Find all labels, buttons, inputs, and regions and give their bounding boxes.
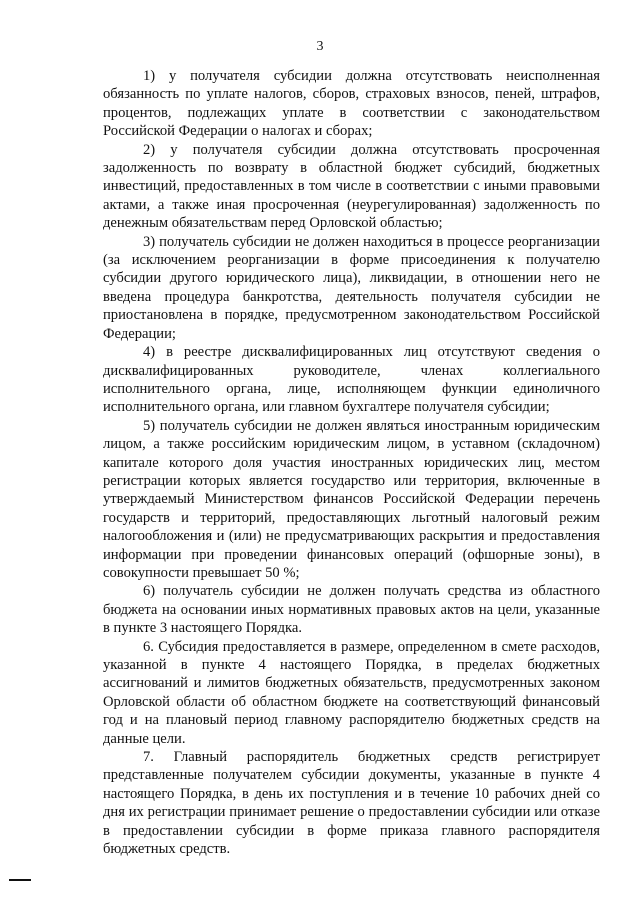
page-number: 3 (316, 39, 324, 54)
paragraph-clause-7-registration: 7. Главный распорядитель бюджетных средств регистрирует представленные получателем субсидии документы, указанные в пункте 4 настоящего Порядка, в день их поступления и в течение 10 рабочих дней со дня их регистрации принимает решение о предоставлении субсидии или отказе в предоставлении субсидии в форме приказа главного распорядителя бюджетных средств. (103, 749, 600, 858)
paragraph-condition-5: 5) получатель субсидии не должен являться иностранным юридическим лицом, а также российским юридическим лицом, в уставном (складочном) капитале которого доля участия иностранных юридических лиц, местом регистрации которых является государство или территория, включенные в утверждаемый Министерством финансов Российской Федерации перечень государств и территорий, предоставляющих льготный налоговый режим налогообложения и (или) не предусматривающих раскрытия и предоставления информации при проведении финансовых операций (офшорные зоны), в совокупности превышает 50 %; (103, 417, 600, 581)
paragraph-clause-6-subsidy-amount: 6. Субсидия предоставляется в размере, определенном в смете расходов, указанной в пункте 4 настоящего Порядка, в пределах бюджетных ассигнований и лимитов бюджетных обязательств, предусмотренных законом Орловской области об областном бюджете на соответствующий финансовый год и на плановый период главному распорядителю бюджетных средств на данные цели. (103, 638, 600, 747)
paragraph-condition-4: 4) в реестре дисквалифицированных лиц отсутствуют сведения о дисквалифицированных руководителе, членах коллегиального исполнительного органа, лице, исполняющем функции единоличного исполнительного органа, или главном бухгалтере получателя субсидии; (103, 344, 600, 416)
paragraph-condition-3: 3) получатель субсидии не должен находиться в процессе реорганизации (за исключением реорганизации в форме присоединения к получателю субсидии другого юридического лица), ликвидации, в отношении него не введена процедура банкротства, деятельность получателя субсидии не приостановлена в порядке, предусмотренном законодательством Российской Федерации; (103, 233, 600, 342)
margin-mark (9, 879, 31, 881)
paragraph-condition-1: 1) у получателя субсидии должна отсутствовать неисполненная обязанность по уплате налогов, сборов, страховых взносов, пеней, штрафов, процентов, подлежащих уплате в соответствии с законодательством Российской Федерации о налогах и сборах; (103, 68, 600, 140)
paragraph-condition-6: 6) получатель субсидии не должен получать средства из областного бюджета на основании иных нормативных правовых актов на цели, указанные в пункте 3 настоящего Порядка. (103, 583, 600, 637)
document-body (103, 67, 600, 858)
paragraph-condition-2: 2) у получателя субсидии должна отсутствовать просроченная задолженность по возврату в областной бюджет субсидий, бюджетных инвестиций, предоставленных в том числе в соответствии с иными правовыми актами, а также иная просроченная (неурегулированная) задолженность по денежным обязательствам перед Орловской областью; (103, 141, 600, 232)
